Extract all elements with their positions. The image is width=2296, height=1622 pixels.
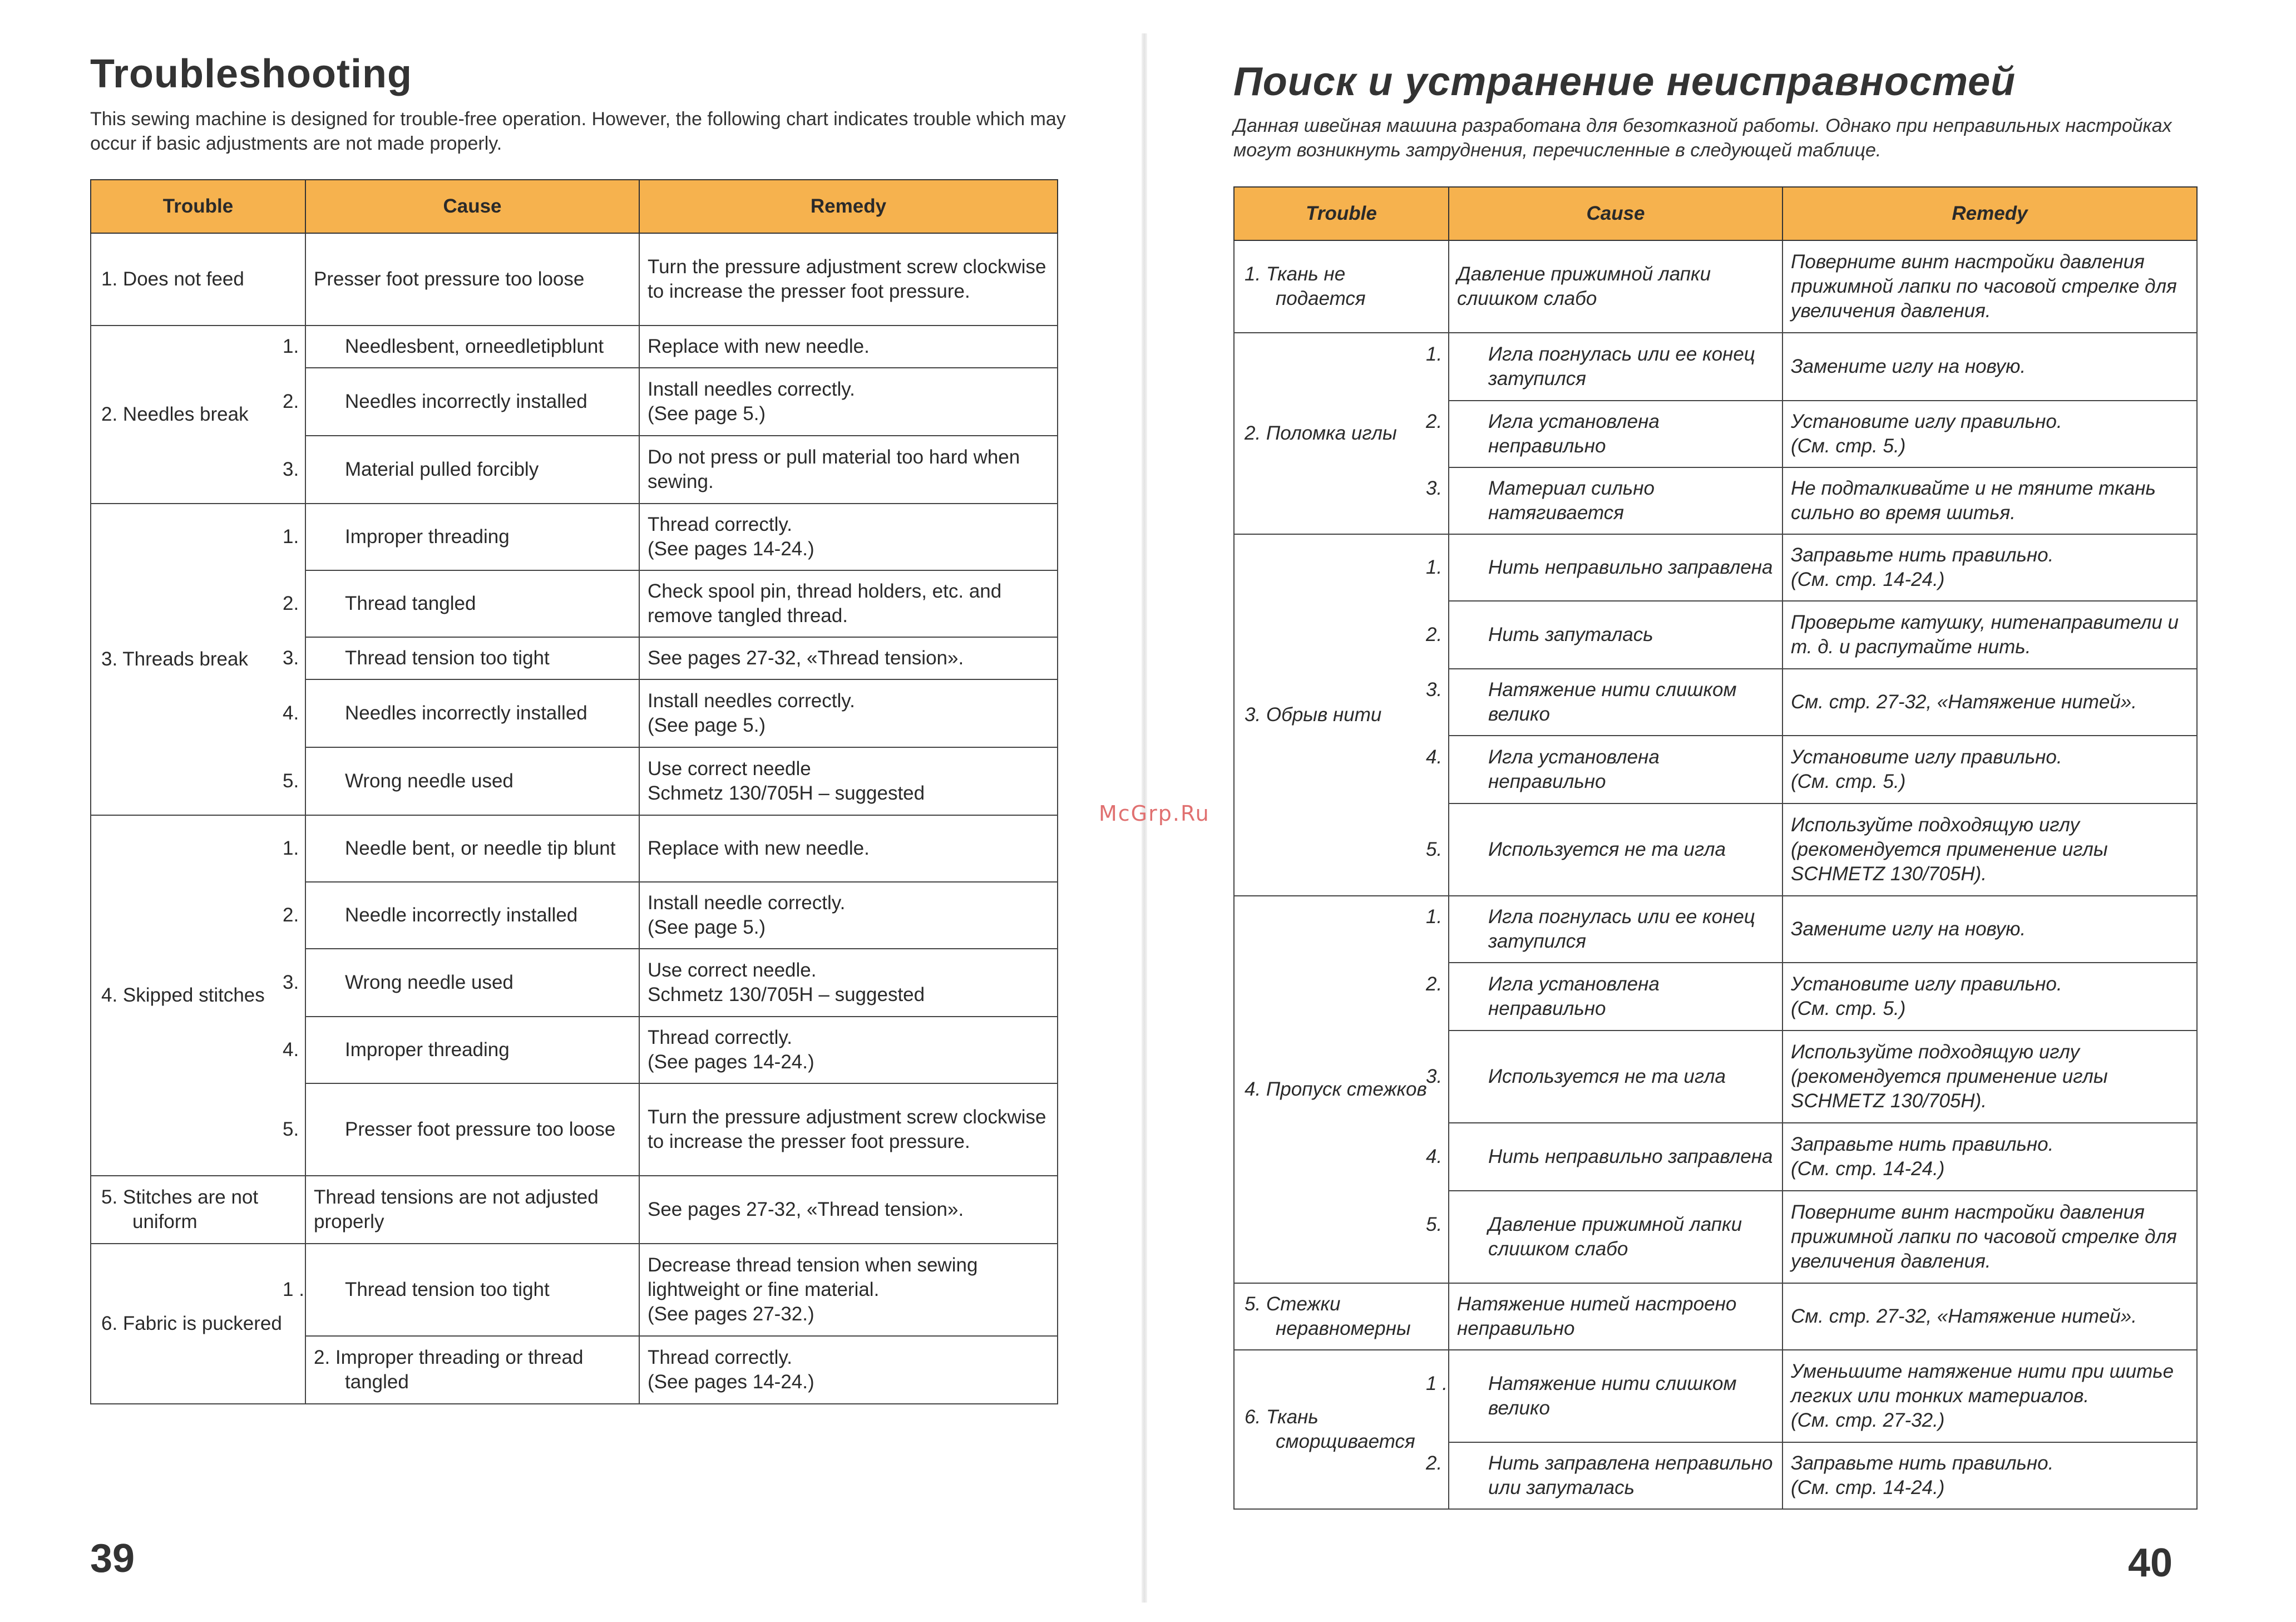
remedy-cell: Заправьте нить правильно. (См. стр. 14-24.) xyxy=(1783,1123,2197,1191)
trouble-cell: 6. Ткань сморщивается xyxy=(1234,1350,1449,1509)
cause-cell: 3. Натяжение нити слишком велико xyxy=(1449,669,1783,736)
cause-cell: 2. Needle incorrectly installed xyxy=(305,882,639,949)
page-39 xyxy=(0,0,1143,1622)
remedy-cell: См. стр. 27-32, «Натяжение нитей». xyxy=(1783,669,2197,736)
remedy-cell: Thread correctly. (See pages 14-24.) xyxy=(639,504,1058,570)
remedy-cell: Install needles correctly. (See page 5.) xyxy=(639,679,1058,747)
troubleshooting-table xyxy=(1233,186,2198,1510)
cause-cell: 1 . Thread tension too tight xyxy=(305,1244,639,1336)
remedy-cell: Install needle correctly. (See page 5.) xyxy=(639,882,1058,949)
header-cause: Cause xyxy=(305,180,639,233)
intro-text: This sewing machine is designed for trouble-free operation. However, the following chart indicates trouble which may occur if basic adjustments are not made properly. xyxy=(90,109,1066,154)
cause-cell: 1. Нить неправильно заправлена xyxy=(1449,534,1783,601)
cause-cell: 1. Improper threading xyxy=(305,504,639,570)
cause-cell: Натяжение нитей настроено неправильно xyxy=(1449,1283,1783,1350)
page-title: Поиск и устранение неисправностей xyxy=(1233,60,2016,104)
cause-cell: 1. Needle bent, or needle tip blunt xyxy=(305,815,639,882)
cause-cell: 5. Давление прижимной лапки слишком слабо xyxy=(1449,1191,1783,1283)
header-remedy: Remedy xyxy=(639,180,1058,233)
cause-cell: 2. Needles incorrectly installed xyxy=(305,368,639,436)
header-trouble: Trouble xyxy=(91,180,305,233)
trouble-cell: 3. Threads break xyxy=(91,504,305,815)
header-trouble: Trouble xyxy=(1234,187,1449,240)
cause-cell: Thread tensions are not adjusted properly xyxy=(305,1176,639,1244)
table-row xyxy=(91,1244,1058,1336)
cause-cell: 3. Material pulled forcibly xyxy=(305,436,639,504)
trouble-cell: 6. Fabric is puckered xyxy=(91,1244,305,1404)
trouble-cell: 4. Пропуск стежков xyxy=(1234,896,1449,1283)
table-row xyxy=(91,326,1058,368)
table-row xyxy=(1234,333,2197,401)
cause-cell: 2. Improper threading or thread tangled xyxy=(305,1336,639,1404)
cause-cell: 2. Игла установлена неправильно xyxy=(1449,401,1783,467)
page-title: Troubleshooting xyxy=(90,52,412,96)
table-row xyxy=(1234,534,2197,601)
remedy-cell: Install needles correctly. (See page 5.) xyxy=(639,368,1058,436)
page-40 xyxy=(1149,0,2296,1622)
remedy-cell: Замените иглу на новую. xyxy=(1783,896,2197,963)
remedy-cell: Use correct needle Schmetz 130/705H – suggested xyxy=(639,747,1058,815)
trouble-cell: 1. Does not feed xyxy=(91,233,305,326)
cause-cell: 5. Wrong needle used xyxy=(305,747,639,815)
cause-cell: 5. Используется не та игла xyxy=(1449,803,1783,896)
remedy-cell: Decrease thread tension when sewing lightweight or fine material. (See pages 27-32.) xyxy=(639,1244,1058,1336)
cause-cell: 4. Needles incorrectly installed xyxy=(305,679,639,747)
cause-cell: 5. Presser foot pressure too loose xyxy=(305,1083,639,1176)
remedy-cell: Заправьте нить правильно. (См. стр. 14-24.) xyxy=(1783,1442,2197,1509)
cause-cell: 3. Материал сильно натягивается xyxy=(1449,467,1783,534)
cause-cell: 3. Wrong needle used xyxy=(305,949,639,1017)
trouble-cell: 2. Поломка иглы xyxy=(1234,333,1449,534)
page-number: 40 xyxy=(2128,1541,2173,1585)
remedy-cell: Поверните винт настройки давления прижимной лапки по часовой стрелке для увеличения давления. xyxy=(1783,1191,2197,1283)
trouble-cell: 4. Skipped stitches xyxy=(91,815,305,1176)
remedy-cell: Не подталкивайте и не тяните ткань сильно во время шитья. xyxy=(1783,467,2197,534)
trouble-cell: 3. Обрыв нити xyxy=(1234,534,1449,896)
cause-cell: 4. Improper threading xyxy=(305,1017,639,1083)
remedy-cell: Замените иглу на новую. xyxy=(1783,333,2197,401)
cause-cell: 4. Нить неправильно заправлена xyxy=(1449,1123,1783,1191)
remedy-cell: Replace with new needle. xyxy=(639,326,1058,368)
remedy-cell: Turn the pressure adjustment screw clockwise to increase the presser foot pressure. xyxy=(639,1083,1058,1176)
remedy-cell: Установите иглу правильно. (См. стр. 5.) xyxy=(1783,736,2197,803)
cause-cell: 1. Игла погнулась или ее конец затупился xyxy=(1449,333,1783,401)
table-row xyxy=(1234,1350,2197,1442)
table-row xyxy=(91,1176,1058,1244)
trouble-cell: 5. Стежки неравномерны xyxy=(1234,1283,1449,1350)
cause-cell: 1. Needlesbent, orneedletipblunt xyxy=(305,326,639,368)
remedy-cell: Thread correctly. (See pages 14-24.) xyxy=(639,1017,1058,1083)
remedy-cell: Используйте подходящую иглу (рекомендуется применение иглы SCHMETZ 130/705H). xyxy=(1783,1031,2197,1123)
header-cause: Cause xyxy=(1449,187,1783,240)
trouble-cell: 1. Ткань не подается xyxy=(1234,240,1449,333)
remedy-cell: Thread correctly. (See pages 14-24.) xyxy=(639,1336,1058,1404)
trouble-cell: 5. Stitches are not uniform xyxy=(91,1176,305,1244)
remedy-cell: Turn the pressure adjustment screw clockwise to increase the presser foot pressure. xyxy=(639,233,1058,326)
cause-cell: Давление прижимной лапки слишком слабо xyxy=(1449,240,1783,333)
remedy-cell: Check spool pin, thread holders, etc. and remove tangled thread. xyxy=(639,570,1058,637)
table-row xyxy=(91,815,1058,882)
cause-cell: 3. Thread tension too tight xyxy=(305,637,639,679)
cause-cell: 2. Нить запуталась xyxy=(1449,601,1783,669)
remedy-cell: Do not press or pull material too hard when sewing. xyxy=(639,436,1058,504)
remedy-cell: Установите иглу правильно. (См. стр. 5.) xyxy=(1783,401,2197,467)
table-row xyxy=(1234,896,2197,963)
remedy-cell: Поверните винт настройки давления прижимной лапки по часовой стрелке для увеличения давления. xyxy=(1783,240,2197,333)
troubleshooting-table xyxy=(90,179,1058,1404)
trouble-cell: 2. Needles break xyxy=(91,326,305,504)
intro-text: Данная швейная машина разработана для безотказной работы. Однако при неправильных настройках могут возникнуть затруднения, перечисленные в следующей таблице. xyxy=(1233,115,2172,161)
watermark: McGrp.Ru xyxy=(1099,801,1210,826)
header-remedy: Remedy xyxy=(1783,187,2197,240)
cause-cell: 3. Используется не та игла xyxy=(1449,1031,1783,1123)
remedy-cell: Установите иглу правильно. (См. стр. 5.) xyxy=(1783,963,2197,1031)
remedy-cell: Replace with new needle. xyxy=(639,815,1058,882)
remedy-cell: Проверьте катушку, нитенаправители и т. д. и распутайте нить. xyxy=(1783,601,2197,669)
page-number: 39 xyxy=(90,1536,135,1581)
cause-cell: Presser foot pressure too loose xyxy=(305,233,639,326)
cause-cell: 2. Нить заправлена неправильно или запуталась xyxy=(1449,1442,1783,1509)
table-row xyxy=(1234,240,2197,333)
remedy-cell: See pages 27-32, «Thread tension». xyxy=(639,1176,1058,1244)
table-row xyxy=(1234,1283,2197,1350)
cause-cell: 1. Игла погнулась или ее конец затупился xyxy=(1449,896,1783,963)
remedy-cell: Use correct needle. Schmetz 130/705H – suggested xyxy=(639,949,1058,1017)
table-row xyxy=(91,233,1058,326)
remedy-cell: Уменьшите натяжение нити при шитье легких или тонких материалов. (См. стр. 27-32.) xyxy=(1783,1350,2197,1442)
cause-cell: 4. Игла установлена неправильно xyxy=(1449,736,1783,803)
remedy-cell: См. стр. 27-32, «Натяжение нитей». xyxy=(1783,1283,2197,1350)
remedy-cell: See pages 27-32, «Thread tension». xyxy=(639,637,1058,679)
cause-cell: 1 . Натяжение нити слишком велико xyxy=(1449,1350,1783,1442)
table-row xyxy=(91,504,1058,570)
remedy-cell: Заправьте нить правильно. (См. стр. 14-24.) xyxy=(1783,534,2197,601)
remedy-cell: Используйте подходящую иглу (рекомендуется применение иглы SCHMETZ 130/705H). xyxy=(1783,803,2197,896)
cause-cell: 2. Thread tangled xyxy=(305,570,639,637)
cause-cell: 2. Игла установлена неправильно xyxy=(1449,963,1783,1031)
